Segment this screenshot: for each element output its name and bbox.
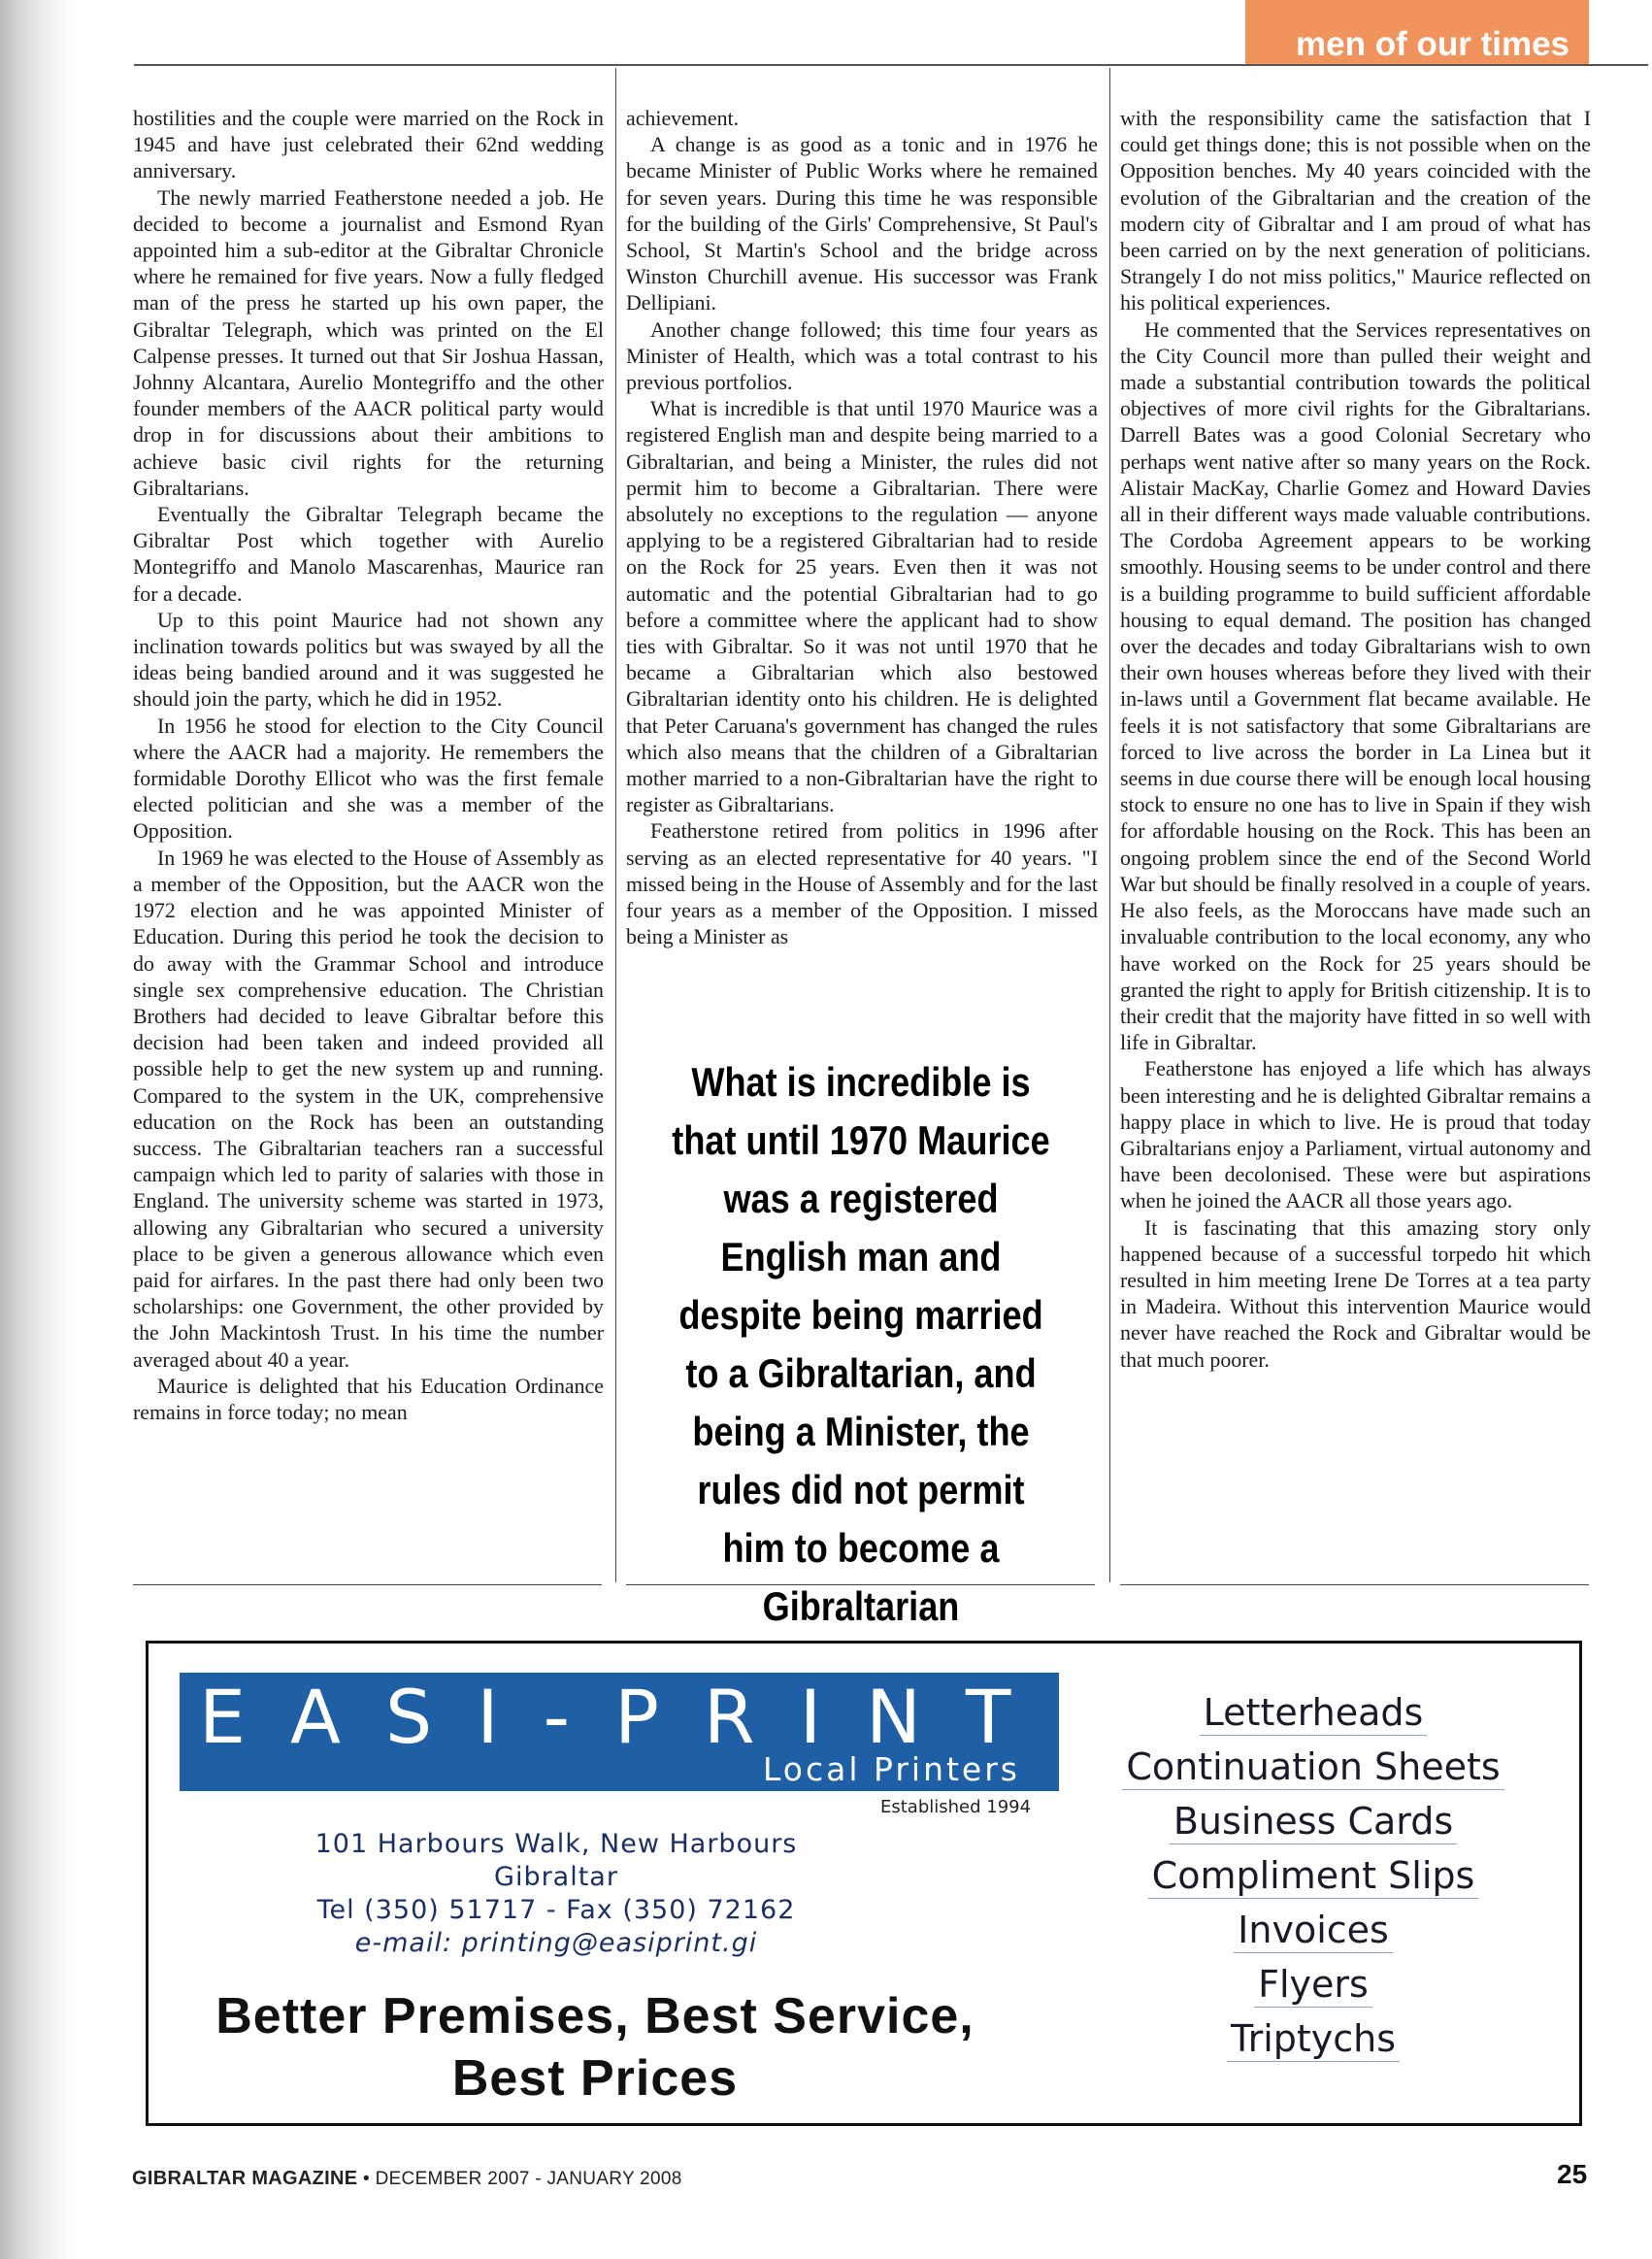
column-end-rule	[626, 1584, 1095, 1585]
paragraph: Featherstone has enjoyed a life which has always been interesting and he is delighted Gibraltar remains a happy place in which to live. He is proud that today Gibraltarians enjoy a Parliament, virtual autonomy and have been decolonised. These were but aspirations when he joined the AACR all those years ago.	[1120, 1056, 1591, 1213]
pull-quote: What is incredible is that until 1970 Maurice was a registered English man and despite being married to a Gibraltarian, and being a Minister, the rules did not permit him to become a Gibraltarian	[672, 1059, 1050, 1629]
address-line: 101 Harbours Walk, New Harbours	[314, 1829, 798, 1859]
service-item: Continuation Sheets	[1080, 1746, 1546, 1801]
service-item: Triptychs	[1080, 2018, 1546, 2073]
column-end-rule	[1120, 1584, 1589, 1585]
phone-fax: Tel (350) 51717 - Fax (350) 72162	[316, 1895, 796, 1925]
paragraph: Up to this point Maurice had not shown any inclination towards politics but was swayed by all the ideas being bandied around and it was suggested he should join the party, which he did in 1952.	[133, 607, 604, 712]
paragraph: Another change followed; this time four years as Minister of Health, which was a total contrast to his previous portfolios.	[626, 316, 1098, 395]
brand-banner	[180, 1673, 1059, 1791]
paragraph: What is incredible is that until 1970 Maurice was a registered English man and despite being married to a Gibraltarian, and being a Minister, the rules did not permit him to become a Gibraltarian. There were absolutely no exceptions to the regulation — anyone applying to be a registered Gibraltarian had to reside on the Rock for 25 years. Even then it was not automatic and the potential Gibraltarian had to go before a committee where the applicant had to show ties with Gibraltar. So it was not until 1970 that he became a Gibraltarian which also bestowed Gibraltarian identity onto his children. He is delighted that Peter Caruana's government has changed the rules which also means that the children of a Gibraltarian mother married to a non-Gibraltarian have the right to register as Gibraltarians.	[626, 396, 1098, 817]
easi-print-advert	[146, 1641, 1582, 2126]
service-item: Compliment Slips	[1080, 1855, 1546, 1910]
paragraph: In 1956 he stood for election to the City Council where the AACR had a majority. He remembers the formidable Dorothy Ellicot who was the first female elected politician and she was a member of the Opposition.	[133, 713, 604, 844]
paragraph: A change is as good as a tonic and in 1976 he became Minister of Public Works where he remained for seven years. During this time he was responsible for the building of the Girls' Comprehensive, St Paul's School, St Martin's School and the bridge across Winston Churchill avenue. His successor was Frank Dellipiani.	[626, 132, 1098, 316]
binding-gutter-shadow	[0, 0, 78, 2259]
email-address: e-mail: printing@easiprint.gi	[354, 1928, 758, 1958]
column-end-rule	[133, 1584, 602, 1585]
page-number: 25	[1557, 2159, 1588, 2189]
paragraph: Maurice is delighted that his Education Ordinance remains in force today; no mean	[133, 1373, 604, 1424]
brand-tagline: Local Printers	[763, 1750, 1020, 1788]
service-item: Business Cards	[1080, 1801, 1546, 1855]
service-item: Letterheads	[1080, 1692, 1546, 1746]
address-city: Gibraltar	[494, 1862, 618, 1892]
service-item: Flyers	[1080, 1964, 1546, 2018]
slogan-line: Better Premises, Best Service,	[215, 1988, 975, 2044]
established-label: Established 1994	[880, 1797, 1032, 1817]
brand-name: EASI-PRINT	[199, 1674, 1056, 1760]
column-divider	[615, 68, 616, 1582]
article-column-3	[1120, 105, 1591, 1373]
magazine-name: GIBRALTAR MAGAZINE	[132, 2168, 358, 2189]
footer-separator: •	[363, 2169, 370, 2189]
paragraph: achievement.	[626, 106, 740, 130]
paragraph: Featherstone retired from politics in 1996 after serving as an elected representative for 40 years. "I missed being in the House of Assembly and for the last four years as a member of the Opposition. I missed being a Minister as	[626, 818, 1098, 949]
services-list	[1080, 1692, 1546, 2073]
column-divider	[1109, 68, 1110, 1582]
paragraph: He commented that the Services representatives on the City Council more than pulled their weight and made a substantial contribution towards the political objectives of more civil rights for the Gibraltarians. Darrell Bates was a good Colonial Secretary who perhaps went native after so many years on the Rock. Alistair MacKay, Charlie Gomez and Howard Davies all in their different ways made valuable contributions. The Cordoba Agreement appears to be working smoothly. Housing seems to be under control and there is a building programme to build sufficient affordable housing to equal demand. The position has changed over the decades and today Gibraltarians wish to own their own houses whereas before they lived with their in-laws until a Government flat became available. He feels it is not satisfactory that some Gibraltarians are forced to live across the border in La Linea but it seems in due course there will be enough local housing stock to ensure no one has to live in Spain if they wish for affordable housing on the Rock. This has been an ongoing problem since the end of the Second World War but should be finally resolved in a couple of years. He also feels, as the Moroccans have made such an invaluable contribution to the local economy, any who have worked on the Rock for 25 years should be granted the right to apply for British citizenship. It is to their credit that the majority have fitted in so well with life in Gibraltar.	[1120, 316, 1591, 1055]
header-rule	[134, 64, 1648, 66]
article-column-1	[133, 105, 604, 1425]
paragraph: hostilities and the couple were married on the Rock in 1945 and have just celebrated their 62nd wedding anniversary.	[133, 106, 604, 183]
section-tab: men of our times	[1245, 0, 1589, 64]
footer-credit	[132, 2168, 682, 2190]
paragraph: The newly married Featherstone needed a job. He decided to become a journalist and Esmond Ryan appointed him a sub-editor at the Gibraltar Chronicle where he remained for five years. Now a fully fledged man of the press he started up his own paper, the Gibraltar Telegraph, which was printed on the El Calpense presses. It turned out that Sir Joshua Hassan, Johnny Alcantara, Aurelio Montegriffo and the other founder members of the AACR political party would drop in for discussions about their ambitions to achieve basic civil rights for the returning Gibraltarians.	[133, 184, 604, 500]
service-item: Invoices	[1080, 1910, 1546, 1964]
issue-date: DECEMBER 2007 - JANUARY 2008	[375, 2169, 682, 2189]
paragraph: In 1969 he was elected to the House of Assembly as a member of the Opposition, but the AACR won the 1972 election and he was appointed Minister of Education. During this period he took the decision to do away with the Grammar School and introduce single sex comprehensive education. The Christian Brothers had decided to leave Gibraltar before this decision had been taken and indeed provided all possible help to get the new system up and running. Compared to the system in the UK, comprehensive education on the Rock has been an outstanding success. The Gibraltarian teachers ran a successful campaign which led to parity of salaries with those in England. The university scheme was started in 1973, allowing any Gibraltarian who secured a university place to be given a generous allowance which even paid for airfares. In the past there had only been two scholarships: one Government, the other provided by the John Mackintosh Trust. In his time the number averaged about 40 a year.	[133, 845, 604, 1372]
paragraph: Eventually the Gibraltar Telegraph became the Gibraltar Post which together with Aurelio Montegriffo and Manolo Mascarenhas, Maurice ran for a decade.	[133, 502, 604, 606]
paragraph: It is fascinating that this amazing story only happened because of a successful torpedo hit which resulted in him meeting Irene De Torres at a tea party in Madeira. Without this intervention Maurice would never have reached the Rock and Gibraltar would be that much poorer.	[1120, 1214, 1591, 1372]
contact-block	[265, 1828, 847, 1960]
slogan-line: Best Prices	[451, 2050, 739, 2107]
advert-slogan	[168, 1985, 1022, 2110]
article-column-2	[626, 105, 1098, 950]
paragraph: with the responsibility came the satisfaction that I could get things done; this is not possible when on the Opposition benches. My 40 years coincided with the evolution of the Gibraltarian and the creation of the modern city of Gibraltar and I am proud of what has been carried on by the next generation of politicians. Strangely I do not miss politics," Maurice reflected on his political experiences.	[1120, 106, 1591, 316]
